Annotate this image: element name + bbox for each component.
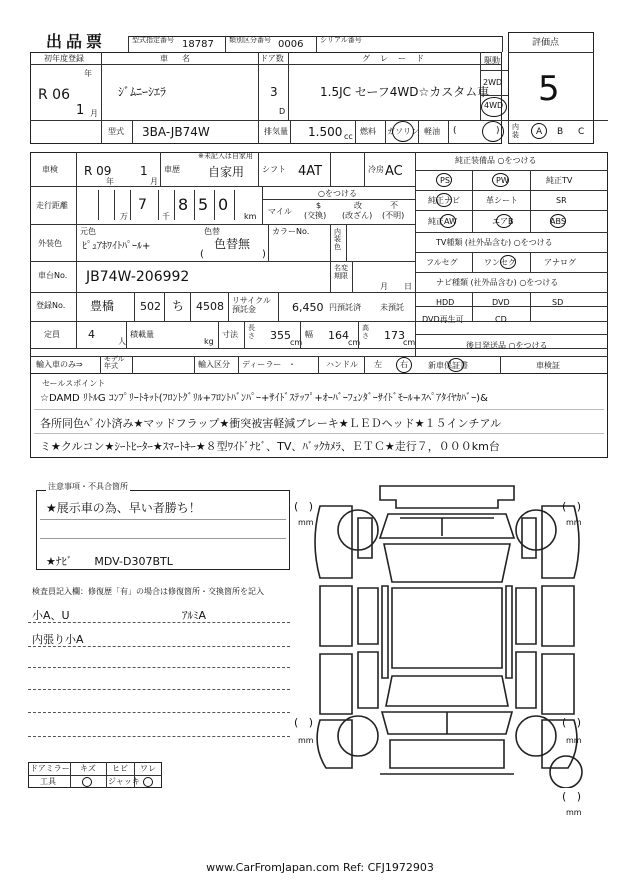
registration-label: 登録No. <box>36 301 66 310</box>
interior-a-circle <box>531 123 547 139</box>
inspection-era: R 09 <box>84 164 112 178</box>
shift-label: シフト <box>262 165 286 174</box>
reg-kana: ち <box>172 299 185 313</box>
mileage-label: 走行距離 <box>36 201 68 210</box>
color-no-label: カラーNo. <box>272 227 310 236</box>
chassis-value: JB74W-206992 <box>86 269 190 285</box>
docs-title: 後日発送品 ○をつける <box>466 341 548 350</box>
acc-mirror: ドアミラー <box>30 764 70 773</box>
notes-label: 注意事項・不具合箇所 <box>48 482 128 491</box>
handle-left: 左 <box>374 360 382 369</box>
ac-value: AC <box>385 164 403 179</box>
load-label: 積載量 <box>130 330 154 339</box>
dims-label: 寸法 <box>222 330 238 339</box>
recycle-label: リサイクル預託金 <box>232 296 271 314</box>
equip-pw: PW <box>496 176 509 185</box>
displacement-label: 排気量 <box>264 127 288 136</box>
reg-area: 豊橋 <box>90 299 115 313</box>
mileage-digit-5: 5 <box>198 195 209 214</box>
acc-crack: ヒビ <box>112 764 128 773</box>
interior-a: A <box>536 127 543 137</box>
fuel-gasoline: ガソリン <box>387 127 419 136</box>
car-name-label: 車名 <box>160 54 204 63</box>
equipment-title: 純正装備品 ○をつける <box>455 156 537 165</box>
equip-tv: 純正TV <box>546 176 573 185</box>
mm-front-left: mm <box>298 518 314 527</box>
dealer: ディーラー <box>242 360 282 369</box>
acc-tools: 工具 <box>40 777 56 786</box>
meter-unknown: (不明) <box>382 211 405 220</box>
reg-number: 4508 <box>196 300 224 313</box>
capacity-value: 4 <box>88 328 95 341</box>
mileage-note: ○をつける <box>318 189 357 198</box>
import-label: 輸入車のみ⇒ <box>36 360 83 369</box>
tv-title: TV種類 (社外品含む) ○をつける <box>436 238 553 247</box>
sales-label: セールスポイント <box>42 379 106 388</box>
height-value: 173 <box>384 329 405 342</box>
ac-label: 冷房 <box>368 165 384 174</box>
tv-analog: アナログ <box>544 258 576 267</box>
interior-label: 内装 <box>512 123 519 139</box>
fuel-gasoline-circle <box>392 121 414 142</box>
mileage-digit-3: 7 <box>138 197 147 213</box>
equip-abs: ABS <box>550 217 566 226</box>
equip-aw: 純正AW <box>428 217 457 226</box>
reg-class: 502 <box>140 300 161 313</box>
grade-value: 1.5JC セーフ4WD☆カスタム車 <box>320 85 490 99</box>
model-type-value: 3BA-JB74W <box>142 125 210 139</box>
name-change-label: 名変期限 <box>334 264 348 280</box>
first-reg-month: 1 <box>76 103 85 118</box>
sales-line-1: ☆DAMD ﾘﾄﾙG ｺﾝﾌﾟﾘｰﾄｷｯﾄ(ﾌﾛﾝﾄｸﾞﾘﾙ+ﾌﾛﾝﾄﾊﾞﾝﾊﾟｰ+ｻｲﾄﾞｽﾃｯﾌﾟ+ｵｰﾊﾞｰﾌｪﾝﾀﾞｰｻｲﾄﾞﾓｰﾙ+ｽﾍﾟｱﾀｲﾔｶﾊﾞｰ)& <box>40 393 488 404</box>
inspection-month: 1 <box>140 164 148 178</box>
model-cert-label: 型式指定番号 <box>132 36 174 44</box>
equip-leather: 革シート <box>486 196 518 205</box>
footer-watermark: www.CarFromJapan.com Ref: CFJ1972903 <box>206 861 434 874</box>
color-original: ﾋﾟｭｱﾎﾜｲﾄﾊﾟｰﾙ+ <box>82 241 151 252</box>
tv-oneseg: ワンセグ <box>484 258 516 267</box>
sales-line-2: 各所同色ﾍﾟｲﾝﾄ済み★マッドフラップ★衝突被害軽減ブレーキ★ＬＥＤヘッド★１５インチアル <box>40 417 502 430</box>
mm-rear-left: mm <box>298 736 314 745</box>
usage-note: ※未記入は自家用 <box>198 152 253 160</box>
doors-value: 3 <box>270 85 278 99</box>
mm-spare: mm <box>566 808 582 817</box>
meter-tamper: (改ざん) <box>342 211 373 220</box>
acc-scratch: キズ <box>80 764 96 773</box>
vehicle-damage-diagram <box>292 478 602 788</box>
acc-break: ワレ <box>140 764 156 773</box>
inspector-line-1b: ｱﾙﾐA <box>182 609 207 622</box>
tv-fullseg: フルセグ <box>426 258 458 267</box>
recycle-unpaid: 未預託 <box>380 303 404 312</box>
first-reg-label: 初年度登録 <box>44 54 84 63</box>
interior-color-label: 内装色 <box>334 228 341 251</box>
inspection-label: 車検 <box>42 165 58 174</box>
inspector-line-1a: 小A、U <box>32 609 70 622</box>
grade-label: グレード <box>362 54 434 63</box>
interior-b: B <box>557 127 564 137</box>
equip-airbag: エアB <box>492 217 514 226</box>
notes-line-2: ★ﾅﾋﾞ MDV-D307BTL <box>46 555 173 568</box>
mileage-digit-6: 0 <box>218 195 229 214</box>
equip-sr: SR <box>556 196 567 205</box>
model-type-label: 型式 <box>108 127 124 136</box>
handle-label: ハンドル <box>326 360 358 369</box>
form-title: 出品票 <box>46 32 107 51</box>
fuel-label: 燃料 <box>360 127 376 136</box>
serial-label: シリアル番号 <box>320 36 362 44</box>
drive-4wd: 4WD <box>484 101 504 110</box>
handle-right: 右 <box>400 360 408 369</box>
class-label: 類別区分番号 <box>229 36 271 44</box>
shift-value: 4AT <box>298 164 323 179</box>
navi-hdd: HDD <box>436 298 455 307</box>
class-value: 0006 <box>278 39 304 50</box>
capacity-label: 定員 <box>44 330 60 339</box>
model-cert-value: 18787 <box>182 39 214 50</box>
drive-2wd: 2WD <box>483 78 503 87</box>
drive-4wd-circle <box>481 97 507 117</box>
score-label: 評価点 <box>532 38 560 48</box>
navi-title: ナビ種類 (社外品含む) ○をつける <box>436 278 559 287</box>
model-year-label: モデル年式 <box>104 355 125 371</box>
width-value: 164 <box>328 329 349 342</box>
inspector-label: 検査員記入欄：修復歴「有」の場合は修復箇所・交換箇所を記入 <box>32 587 264 596</box>
fuel-circle-2 <box>482 121 504 142</box>
fuel-diesel: 軽油 <box>424 127 440 136</box>
notes-line-1: ★展示車の為、早い者勝ち！ <box>46 501 201 515</box>
length-value: 355 <box>270 329 291 342</box>
score-value: 5 <box>538 69 560 109</box>
mileage-digit-4: 8 <box>178 195 189 214</box>
equip-navi: 純正ナビ <box>428 196 460 205</box>
meter-exchange: (交換) <box>304 211 327 220</box>
mm-rear-right: mm <box>566 736 582 745</box>
docs-inspection: 車検証 <box>536 361 560 370</box>
sales-line-3: ミ★クルコン★ｼｰﾄﾋｰﾀｰ★ｽﾏｰﾄｷｰ★８型ﾜｲﾄﾞﾅﾋﾞ、TV、ﾊﾞｯｸｶﾒﾗ、ＥＴＣ★走行７，０００km台 <box>40 440 500 453</box>
import-type-label: 輸入区分 <box>198 360 230 369</box>
navi-sd: SD <box>552 298 564 307</box>
drive-label: 駆動 <box>484 56 500 65</box>
interior-c: C <box>578 127 585 137</box>
chassis-label: 車台No. <box>38 271 68 280</box>
navi-dvdplay: DVD再生可 <box>422 315 464 324</box>
mm-front-right: mm <box>566 518 582 527</box>
navi-dvd: DVD <box>492 298 510 307</box>
usage-value: 自家用 <box>208 165 245 179</box>
inspector-line-2: 内張り小A <box>32 633 84 646</box>
doors-label: ドア数 <box>260 54 284 63</box>
docs-warranty: 新車保証書 <box>428 361 468 370</box>
color-paint: 色替無 <box>214 237 251 251</box>
color-label: 外装色 <box>38 239 62 248</box>
acc-jack: ジャッキ <box>108 777 140 786</box>
first-reg-era: R 06 <box>38 87 70 103</box>
car-name: ｼﾞﾑﾆｰｼｴﾗ <box>118 85 167 99</box>
displacement-value: 1.500 <box>308 125 343 139</box>
equip-ps: PS <box>440 176 450 185</box>
mile-label: マイル <box>268 207 292 216</box>
navi-cd: CD <box>495 315 507 324</box>
usage-label: 車歴 <box>164 165 180 174</box>
recycle-value: 6,450 <box>292 301 324 314</box>
